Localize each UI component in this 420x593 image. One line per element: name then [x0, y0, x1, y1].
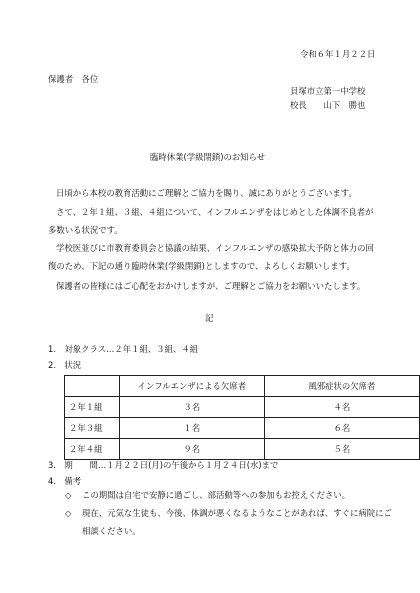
- remark-1: この期間は自宅で安静に過ごし、部活動等への参加もお控えください。: [82, 490, 350, 500]
- table-row: [65, 439, 420, 460]
- table-row: [65, 397, 420, 418]
- notice-title: 臨時休業(学級閉鎖)のお知らせ: [150, 152, 266, 162]
- table-cell-class: ２年１組: [65, 397, 120, 418]
- table-cell-cold: ４名: [264, 397, 419, 418]
- item-status: 2. 状況: [48, 360, 82, 370]
- body-paragraph-4: 保護者の皆様にはご心配をおかけしますが、ご理解とご協力をお願いいたします。: [56, 281, 366, 291]
- table-header-class: [65, 376, 120, 397]
- table-header-cold: 風邪症状の欠席者: [264, 376, 419, 397]
- body-paragraph-3: 学校医並びに市教育委員会と協議の結果、インフルエンザの感染拡大予防と体力の回復のため、下記の通り臨時休業(学級閉鎖)としますので、よろしくお願いします。: [48, 243, 374, 271]
- table-cell-class: ２年４組: [65, 439, 120, 460]
- remark-2: 現在、元気な生徒も、今後、体調が悪くなるようなことがあれば、すぐに病院にご相談ください。: [82, 508, 392, 536]
- table-cell-class: ２年３組: [65, 418, 120, 439]
- sender-principal: 校長 山下 勝也: [290, 100, 366, 110]
- table-cell-flu: ９名: [119, 439, 264, 460]
- body-paragraph-2: さて、２年１組、３組、４組について、インフルエンザをはじめとした体調不良者が多数いる状況です。: [48, 207, 374, 235]
- table-cell-cold: ６名: [264, 418, 419, 439]
- date: 令和６年１月２２日: [300, 49, 376, 59]
- remark-bullet-2: ◇: [65, 508, 72, 518]
- addressee: 保護者 各位: [48, 74, 99, 84]
- absence-table: [64, 375, 420, 460]
- table-cell-flu: ３名: [119, 397, 264, 418]
- sender-school: 貝塚市立第一中学校: [290, 86, 366, 96]
- table-cell-cold: ５名: [264, 439, 419, 460]
- table-row: [65, 418, 420, 439]
- ki-heading: 記: [205, 313, 214, 323]
- table-header-row: [65, 376, 420, 397]
- item-target-classes: 1. 対象クラス…２年１組、３組、４組: [48, 344, 199, 354]
- remark-bullet-1: ◇: [65, 490, 72, 500]
- item-period: 3. 期 間…１月２２日(月)の午後から１月２４日(水)まで: [48, 460, 279, 470]
- table-header-flu: インフルエンザによる欠席者: [119, 376, 264, 397]
- body-paragraph-1: 日頃から本校の教育活動にご理解とご協力を賜り、誠にありがとうございます。: [56, 188, 357, 198]
- table-cell-flu: １名: [119, 418, 264, 439]
- item-remarks: 4. 備考: [48, 476, 82, 486]
